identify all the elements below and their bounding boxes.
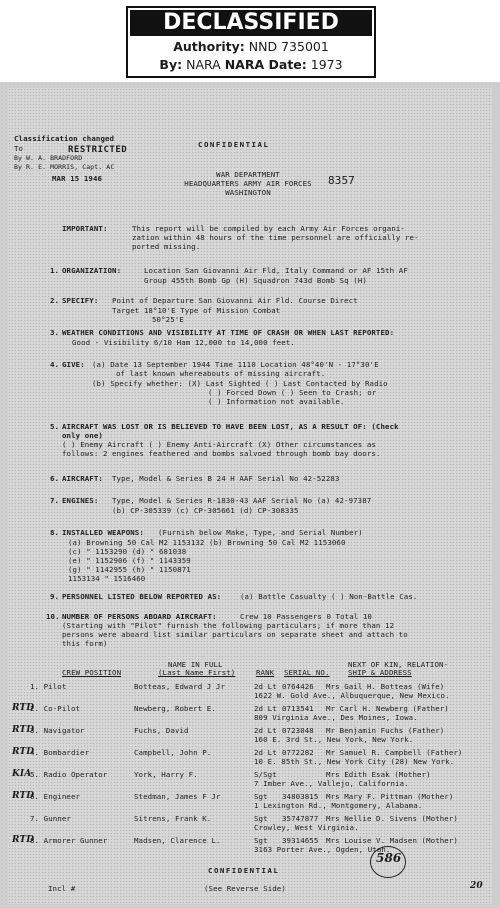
crew-rank: Sgt <box>254 814 268 823</box>
crew-address: 10 E. 85th St., New York City (28) New York. <box>254 757 455 766</box>
item-10-l3: persons were aboard list similar particulars on separate sheet and attach to <box>62 630 408 639</box>
stamp-title: DECLASSIFIED <box>130 10 372 36</box>
class-by-2: By R. E. MORRIS, Capt. AC <box>14 163 115 171</box>
crew-header-position: CREW POSITION <box>62 668 122 677</box>
item-1-location: Location San Giovanni Air Fld, Italy Command or AF 15th AF <box>144 266 408 275</box>
crew-position: 3. Navigator <box>30 726 85 735</box>
crew-address: 3163 Porter Ave., Ogden, Utah. <box>254 845 391 854</box>
weapon-row: 1153134 " 1516460 <box>68 574 146 583</box>
item-7-serials: (b) CP-305339 (c) CP-305661 (d) CP-308335 <box>112 506 299 515</box>
crew-rank: 2d Lt <box>254 682 277 691</box>
crew-name: Newberg, Robert E. <box>134 704 216 713</box>
crew-serial: 0772282 <box>282 748 314 757</box>
class-by-1: By W. A. BRADFORD <box>14 154 83 162</box>
crew-header-kin: NEXT OF KIN, RELATION- <box>348 660 449 669</box>
item-4-label: GIVE: <box>62 360 85 369</box>
crew-rank: Sgt <box>254 792 268 801</box>
document-page <box>8 88 492 904</box>
crew-address: 1622 W. Gold Ave., Albuquerque, New Mexico. <box>254 691 450 700</box>
item-8-value: (Furnish below Make, Type, and Serial Number) <box>158 528 363 537</box>
crew-name: Fuchs, David <box>134 726 189 735</box>
weapon-row: (a) Browning 50 Cal M2 1153132 (b) Browning 50 Cal M2 1153060 <box>68 538 346 547</box>
item-10-l4: this form) <box>62 639 108 648</box>
crew-serial: 39314655 <box>282 836 319 845</box>
declassified-stamp <box>126 6 376 78</box>
weapon-row: (g) " 1142955 (h) " 1150871 <box>68 565 191 574</box>
crew-next-of-kin: Mr Samuel R. Campbell (Father) <box>326 748 463 757</box>
item-4-b2: ( ) Forced Down ( ) Seen to Crash; or <box>208 388 377 397</box>
crew-serial: 0723048 <box>282 726 314 735</box>
crew-position: 2. Co-Pilot <box>30 704 81 713</box>
crew-next-of-kin: Mrs Gail H. Botteas (Wife) <box>326 682 445 691</box>
crew-name: Botteas, Edward J Jr <box>134 682 225 691</box>
crew-address: 160 E. 3rd St., New York, New York. <box>254 735 414 744</box>
stamp-by-value: NARA <box>186 57 221 72</box>
crew-next-of-kin: Mrs Nellie D. Sivens (Mother) <box>326 814 458 823</box>
crew-position: 5. Radio Operator <box>30 770 108 779</box>
important-label: IMPORTANT: <box>62 224 108 233</box>
form-incl: Incl # <box>48 884 76 893</box>
item-1-label: ORGANIZATION: <box>62 266 122 275</box>
crew-next-of-kin: Mrs Edith Esak (Mother) <box>326 770 431 779</box>
item-5-l2: only one) <box>62 431 103 440</box>
stamp-by-label: By: <box>159 57 183 72</box>
item-4-num: 4. <box>50 360 60 369</box>
crew-serial: 0713541 <box>282 704 314 713</box>
header-hq: HEADQUARTERS ARMY AIR FORCES <box>184 179 312 188</box>
stamp-date-value: 1973 <box>310 57 343 72</box>
item-5-label: AIRCRAFT WAS LOST OR IS BELIEVED TO HAVE BEEN LOST, AS A RESULT OF: (Check <box>62 422 399 431</box>
stamp-date-label: NARA Date: <box>224 57 307 72</box>
crew-status-mark: RTD <box>12 835 35 845</box>
crew-status-mark: RTD <box>12 791 35 801</box>
item-6-value: Type, Model & Series B 24 H AAF Serial No 42-52283 <box>112 474 340 483</box>
class-to: To <box>14 144 24 153</box>
crew-status-mark: RTD <box>12 703 35 713</box>
crew-serial: 35747877 <box>282 814 319 823</box>
crew-rank: S/Sgt <box>254 770 277 779</box>
see-reverse: (See Reverse Side) <box>204 884 286 893</box>
item-2-coords: 50°25'E <box>152 315 184 324</box>
item-4-b: (b) Specify whether: (X) Last Sighted ( ) Last Contacted by Radio <box>92 379 388 388</box>
item-2-label: SPECIFY: <box>62 296 99 305</box>
item-10-num: 10. <box>46 612 60 621</box>
item-6-num: 6. <box>50 474 60 483</box>
item-10-l2: (Starting with "Pilot" furnish the following particulars; if more than 12 <box>62 621 395 630</box>
item-8-num: 8. <box>50 528 60 537</box>
crew-name: Campbell, John P. <box>134 748 212 757</box>
crew-header-serial: SERIAL NO. <box>284 668 330 677</box>
class-changed: Classification changed <box>14 134 115 143</box>
circled-number: 586 <box>376 851 402 865</box>
crew-name: York, Harry F. <box>134 770 198 779</box>
crew-address: 809 Virginia Ave., Des Moines, Iowa. <box>254 713 418 722</box>
item-1-num: 1. <box>50 266 60 275</box>
header-city: WASHINGTON <box>225 188 271 197</box>
item-5-l4: follows: 2 engines feathered and bombs salvoed through bomb bay doors. <box>62 449 381 458</box>
crew-position: 1. Pilot <box>30 682 67 691</box>
crew-address: 7 Imber Ave., Vallejo, California. <box>254 779 409 788</box>
crew-rank: 2d Lt <box>254 704 277 713</box>
restricted-stamp: RESTRICTED <box>68 145 128 155</box>
weapon-row: (e) " 1152906 (f) " 1143359 <box>68 556 191 565</box>
classification-top: CONFIDENTIAL <box>198 140 270 149</box>
stamp-by <box>128 56 374 74</box>
crew-rank: 2d Lt <box>254 726 277 735</box>
crew-rank: 2d Lt <box>254 748 277 757</box>
crew-name: Sitrens, Frank K. <box>134 814 212 823</box>
crew-position: 8. Armorer Gunner <box>30 836 108 845</box>
crew-next-of-kin: Mrs Louise V. Madsen (Mother) <box>326 836 458 845</box>
item-6-label: AIRCRAFT: <box>62 474 103 483</box>
class-date: MAR 15 1946 <box>52 174 103 183</box>
stamp-authority <box>128 38 374 56</box>
crew-header-name: NAME IN FULL <box>168 660 223 669</box>
item-4-b3: ( ) Information not available. <box>208 397 345 406</box>
crew-address: 1 Lexington Rd., Montgomery, Alabama. <box>254 801 423 810</box>
crew-serial: 34803815 <box>282 792 319 801</box>
item-7-num: 7. <box>50 496 60 505</box>
item-7-label: ENGINES: <box>62 496 99 505</box>
crew-address: Crowley, West Virginia. <box>254 823 359 832</box>
item-3-label: WEATHER CONDITIONS AND VISIBILITY AT TIME OF CRASH OR WHEN LAST REPORTED: <box>62 328 395 337</box>
item-7-value: Type, Model & Series R-1830-43 AAF Serial No (a) 42-97387 <box>112 496 372 505</box>
item-10-value: Crew 10 Passengers 0 Total 10 <box>240 612 372 621</box>
important-line-2: zation within 48 hours of the time personnel are officially re- <box>132 233 419 242</box>
item-3-num: 3. <box>50 328 60 337</box>
header-dept: WAR DEPARTMENT <box>216 170 280 179</box>
item-5-l3: ( ) Enemy Aircraft ( ) Enemy Anti-Aircraft (X) Other circumstances as <box>62 440 376 449</box>
classification-bottom: CONFIDENTIAL <box>208 866 280 875</box>
item-2-departure: Point of Departure San Giovanni Air Fld. Course Direct <box>112 296 358 305</box>
crew-name: Stedman, James F Jr <box>134 792 221 801</box>
crew-position: 7. Gunner <box>30 814 71 823</box>
report-number: 8357 <box>328 174 355 187</box>
item-1-group: Group 455th Bomb Gp (H) Squadron 743d Bomb Sq (H) <box>144 276 367 285</box>
crew-next-of-kin: Mrs Mary F. Pittman (Mother) <box>326 792 454 801</box>
item-5-num: 5. <box>50 422 60 431</box>
crew-next-of-kin: Mr Benjamin Fuchs (Father) <box>326 726 445 735</box>
page-number: 20 <box>470 881 483 891</box>
crew-name: Madsen, Clarence L. <box>134 836 221 845</box>
crew-header-rank: RANK <box>256 668 275 677</box>
item-2-target: Target 18°10'E Type of Mission Combat <box>112 306 281 315</box>
crew-position: 6. Engineer <box>30 792 81 801</box>
crew-serial: 0764426 <box>282 682 314 691</box>
crew-header-kin2: SHIP & ADDRESS <box>348 668 412 677</box>
crew-position: 4. Bombardier <box>30 748 90 757</box>
crew-header-name2: (Last Name First) <box>158 668 236 677</box>
item-3-value: Good - Visibility 6/10 Ham 12,000 to 14,000 feet. <box>72 338 295 347</box>
stamp-authority-label: Authority: <box>173 39 245 54</box>
important-line-1: This report will be compiled by each Army Air Forces organi- <box>132 224 405 233</box>
item-8-label: INSTALLED WEAPONS: <box>62 528 144 537</box>
important-line-3: ported missing. <box>132 242 201 251</box>
item-9-num: 9. <box>50 592 60 601</box>
item-9-label: PERSONNEL LISTED BELOW REPORTED AS: <box>62 592 222 601</box>
item-10-label: NUMBER OF PERSONS ABOARD AIRCRAFT: <box>62 612 217 621</box>
stamp-authority-value: NND 735001 <box>248 39 329 54</box>
crew-status-mark: KIA <box>12 769 32 779</box>
weapon-row: (c) " 1153290 (d) " 681038 <box>68 547 187 556</box>
item-4-a2: of last known whereabouts of missing aircraft. <box>116 369 326 378</box>
crew-status-mark: RTD <box>12 725 35 735</box>
crew-next-of-kin: Mr Carl H. Newberg (Father) <box>326 704 449 713</box>
item-2-num: 2. <box>50 296 60 305</box>
item-9-value: (a) Battle Casualty ( ) Non-Battle Cas. <box>240 592 418 601</box>
crew-status-mark: RTD <box>12 747 35 757</box>
crew-rank: Sgt <box>254 836 268 845</box>
item-4-a: (a) Date 13 September 1944 Time 1110 Location 48°40'N - 17°30'E <box>92 360 379 369</box>
